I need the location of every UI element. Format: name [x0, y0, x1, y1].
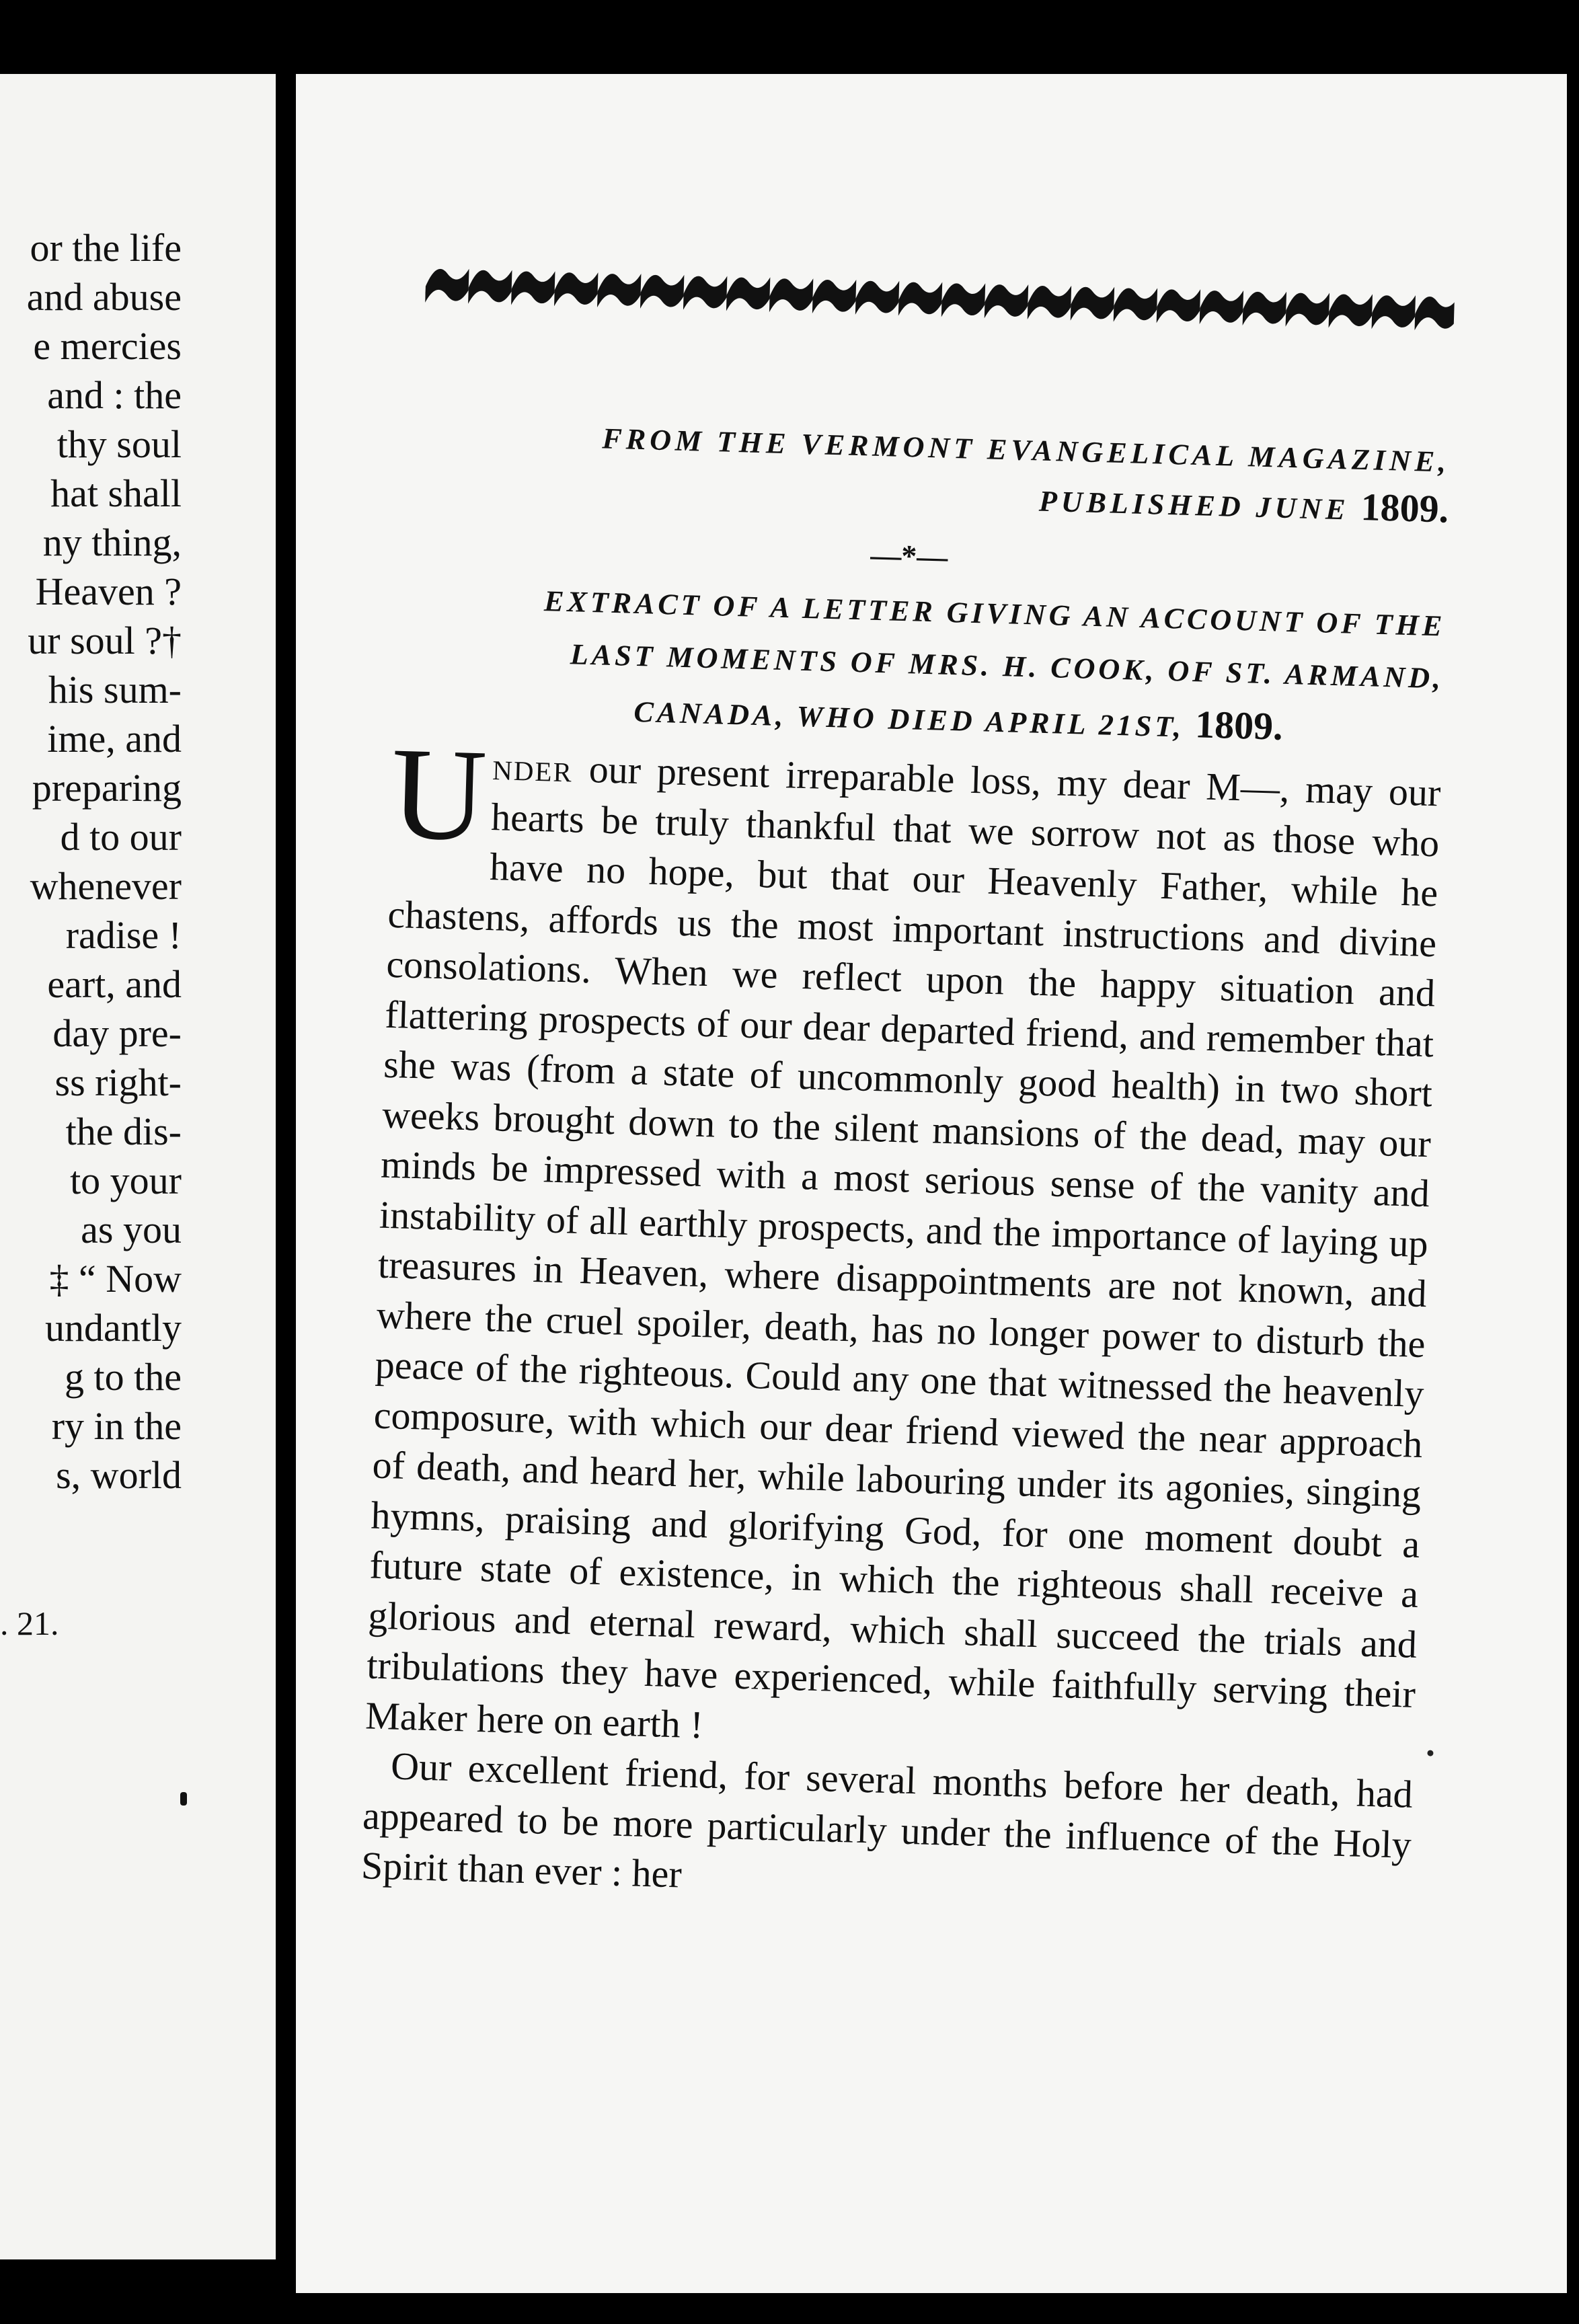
paragraph-2: Our excellent friend, for several months before her death, had appeared to be more particularly under the influence of the Holy Spirit than ever : her	[360, 1744, 1414, 1896]
extract-heading-line-3-text: CANADA, WHO DIED APRIL 21ST,	[633, 695, 1185, 744]
ornamental-band	[425, 257, 1455, 340]
ornament-segment	[985, 283, 1028, 319]
page-speck	[1427, 1750, 1433, 1756]
paragraph-1-text: our present irreparable loss, my dear M—, may our hearts be truly thankful that we sorrow not as those who have no hope, but that our Heavenly Father, while he chastens, affords us the most important instructions and divine consolations. When we reflect upon the happy situation and flattering prospects of our dear departed friend, and remember that she was (from a state of uncommonly good health) in two short weeks brought down to the silent mansions of the dead, may our minds be impressed with a most serious sense of the vanity and instability of all earthly prospects, and the importance of laying up treasures in Heaven, where disappointments are not known, and where the cruel spoiler, death, has no longer power to disturb the peace of the righteous. Could any one that witnessed the heavenly composure, with which our dear friend viewed the near approach of death, and heard her, while labouring under its agonies, singing hymns, praising and glorifying God, for one moment doubt a future state of existence, in which the righteous shall receive a glorious and eternal reward, which shall succeed the trials and tribulations they have experienced, while faithfully serving their Maker here on earth !	[364, 747, 1442, 1746]
section-divider: —*—	[870, 537, 949, 574]
ornament-segment	[1200, 289, 1243, 325]
ornament-segment	[1286, 292, 1330, 328]
left-page-line: e mercies	[33, 324, 182, 368]
ornament-segment	[468, 269, 512, 305]
left-page-line: and abuse	[26, 275, 182, 319]
source-heading	[399, 410, 1451, 537]
left-page-line: to your	[70, 1159, 182, 1202]
ornament-segment	[683, 275, 727, 311]
opening-word: nder	[492, 744, 574, 791]
left-page-text	[27, 223, 182, 1500]
left-page-line: g to the	[65, 1355, 182, 1399]
left-page-line: day pre-	[52, 1011, 182, 1055]
left-page-fragment	[0, 74, 276, 2259]
extract-heading-line-2: LAST MOMENTS OF MRS. H. COOK, OF ST. ARMAND,	[570, 637, 1445, 695]
left-page-footnote-ref: . 21.	[0, 1604, 59, 1642]
ornament-segment	[855, 280, 899, 316]
ornament-segment	[1372, 294, 1416, 330]
page-gutter	[276, 61, 296, 2280]
left-page-line: ur soul ?†	[28, 619, 182, 662]
left-page-line: hat shall	[50, 471, 182, 515]
left-page-line: d to our	[60, 815, 182, 859]
left-page-mark	[180, 1792, 187, 1806]
left-page-line: and : the	[47, 373, 182, 417]
ornament-segment	[1329, 293, 1373, 330]
left-page-line: whenever	[30, 864, 182, 908]
ornament-segment	[597, 272, 641, 309]
ornament-segment	[941, 282, 985, 318]
extract-heading	[393, 571, 1446, 761]
source-heading-line-2-text: PUBLISHED JUNE	[1038, 484, 1350, 527]
left-page-line: ry in the	[51, 1404, 182, 1448]
left-page-line: Heaven ?	[35, 570, 182, 613]
left-page-line: eart, and	[47, 962, 182, 1006]
ornament-segment	[726, 276, 770, 313]
left-page-line: ss right-	[54, 1060, 182, 1104]
source-heading-year: 1809.	[1360, 484, 1450, 531]
left-page-line: preparing	[32, 766, 182, 810]
ornament-segment	[554, 271, 598, 307]
extract-heading-line-1: EXTRACT OF A LETTER GIVING AN ACCOUNT OF THE	[543, 584, 1446, 643]
left-page-line: radise !	[65, 913, 182, 957]
ornament-segment	[1071, 286, 1114, 322]
ornament-segment	[425, 268, 469, 304]
ornament-segment	[1415, 295, 1455, 332]
ornament-segment	[1157, 288, 1200, 324]
ornament-segment	[812, 278, 856, 315]
main-page	[296, 74, 1567, 2293]
source-heading-line-1: FROM THE VERMONT EVANGELICAL MAGAZINE,	[601, 422, 1451, 479]
main-page-content	[323, 74, 1461, 2293]
ornament-segment	[898, 281, 942, 317]
left-page-line: his sum-	[48, 668, 182, 711]
left-page-line: undantly	[45, 1306, 182, 1350]
left-page-line: ny thing,	[42, 520, 182, 564]
left-page-line: thy soul	[56, 422, 182, 466]
left-page-line: ime, and	[47, 717, 182, 761]
ornament-segment	[769, 277, 813, 313]
ornament-segment	[511, 270, 555, 307]
ornament-segment	[1028, 284, 1071, 321]
left-page-line: or the life	[30, 226, 182, 270]
left-page-line: s, world	[56, 1453, 182, 1497]
ornament-segment	[640, 274, 684, 310]
left-page-line: ‡ “ Now	[49, 1257, 182, 1301]
ornament-segment	[1243, 290, 1286, 327]
left-page-line: the dis-	[65, 1110, 182, 1153]
ornament-segment	[1114, 287, 1157, 323]
left-page-line: as you	[81, 1208, 182, 1251]
drop-cap: U	[389, 720, 489, 869]
extract-heading-year: 1809.	[1194, 702, 1284, 748]
